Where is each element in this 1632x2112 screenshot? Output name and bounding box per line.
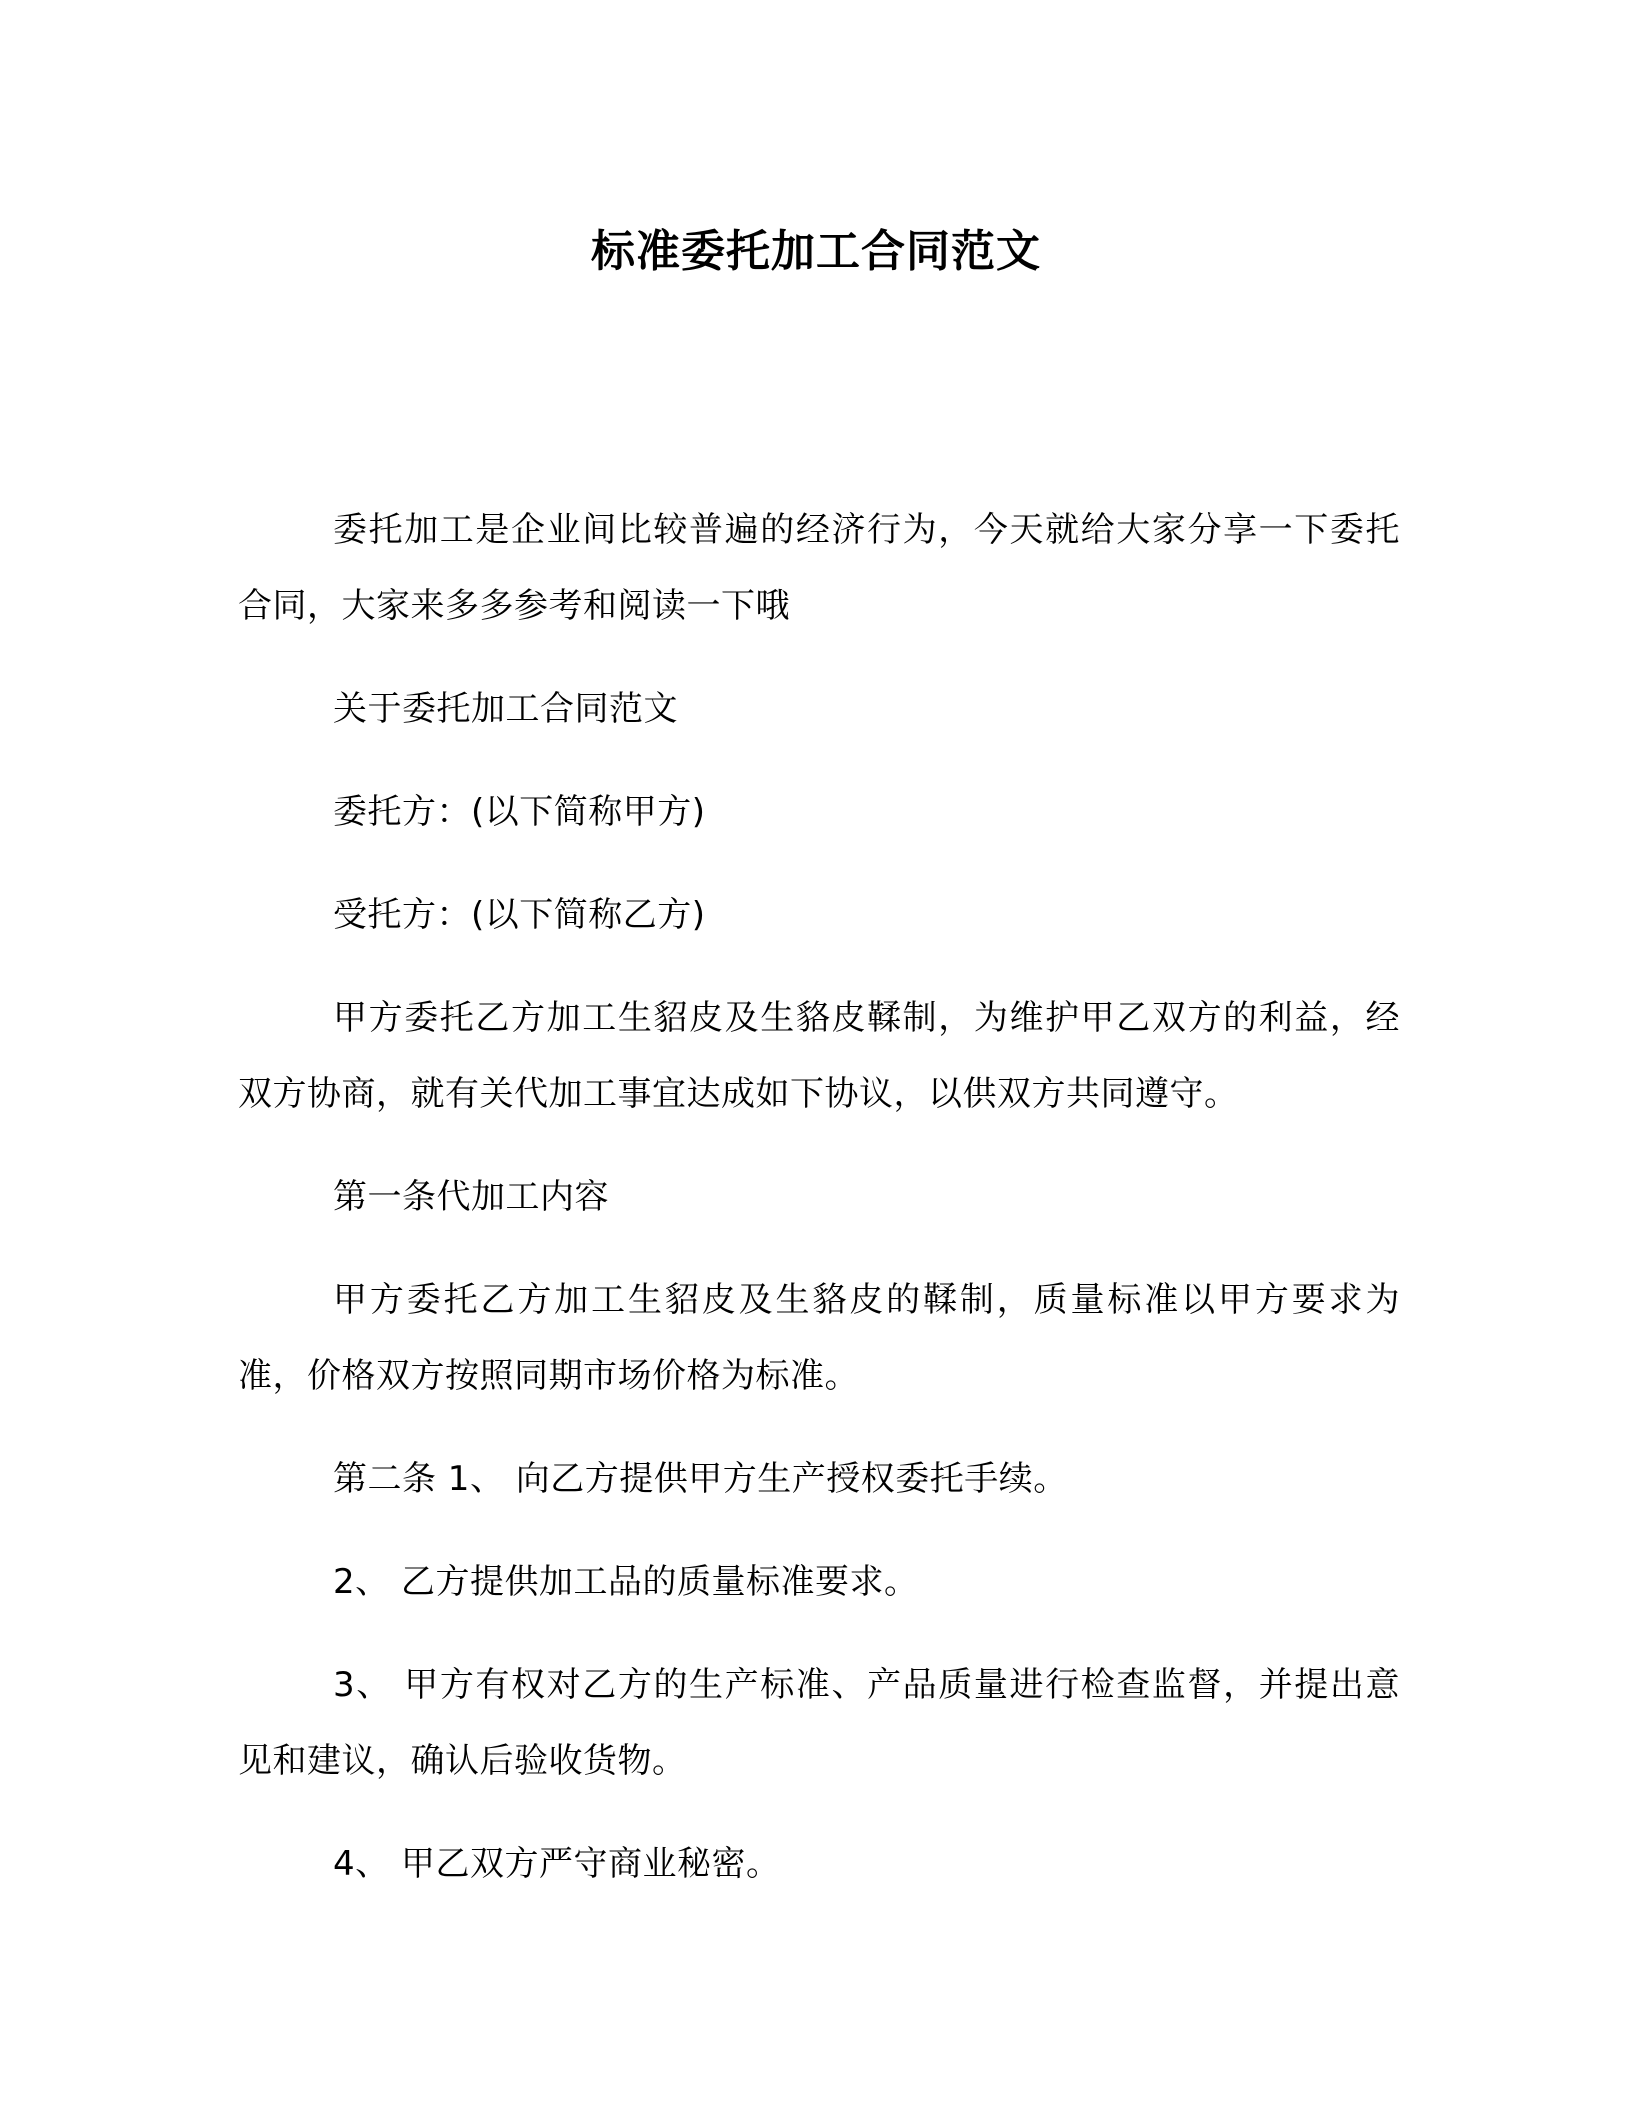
document-title: 标准委托加工合同范文 bbox=[591, 226, 1041, 277]
paragraph-article-2-item-1: 第二条 1、 向乙方提供甲方生产授权委托手续。 bbox=[333, 1459, 1068, 1499]
paragraph-heading: 关于委托加工合同范文 bbox=[333, 689, 678, 729]
paragraph-article-2-item-2: 2、 乙方提供加工品的质量标准要求。 bbox=[333, 1562, 919, 1602]
paragraph-party-a: 委托方：(以下简称甲方) bbox=[333, 792, 706, 832]
paragraph-agreement: 甲方委托乙方加工生貂皮及生貉皮鞣制，为维护甲乙双方的利益，经双方协商，就有关代加工事宜达成如下协议，以供双方共同遵守。 bbox=[238, 998, 1400, 1114]
paragraph-article-2-item-3: 3、 甲方有权对乙方的生产标准、产品质量进行检查监督，并提出意见和建议，确认后验收货物。 bbox=[238, 1665, 1400, 1781]
paragraph-party-b: 受托方：(以下简称乙方) bbox=[333, 895, 706, 935]
paragraph-article-1-content: 甲方委托乙方加工生貂皮及生貉皮的鞣制，质量标准以甲方要求为准，价格双方按照同期市场价格为标准。 bbox=[238, 1280, 1400, 1396]
document-body bbox=[238, 492, 1400, 1929]
paragraph-article-1-title: 第一条代加工内容 bbox=[333, 1177, 609, 1217]
paragraph-article-2-item-4: 4、 甲乙双方严守商业秘密。 bbox=[333, 1844, 781, 1884]
paragraph-intro: 委托加工是企业间比较普遍的经济行为，今天就给大家分享一下委托合同，大家来多多参考和阅读一下哦 bbox=[238, 510, 1400, 626]
